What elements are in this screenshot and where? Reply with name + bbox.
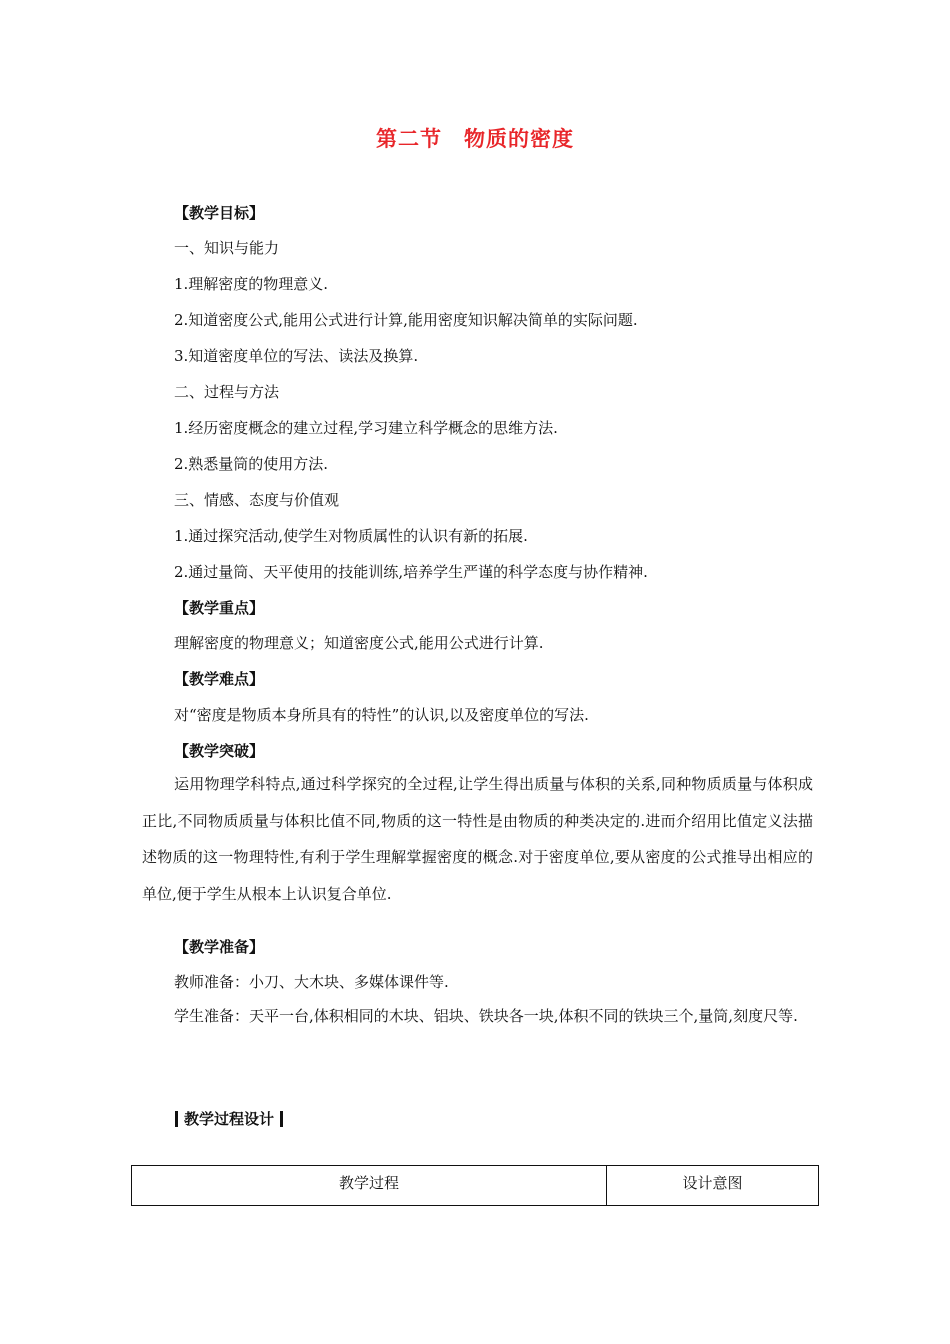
column-header-process: 教学过程 bbox=[132, 1166, 607, 1206]
breakthrough-heading: 【教学突破】 bbox=[174, 742, 265, 760]
preparation-heading: 【教学准备】 bbox=[174, 938, 265, 956]
design-heading-text: 教学过程设计 bbox=[184, 1110, 275, 1128]
heading-bar-right bbox=[280, 1111, 283, 1127]
breakthrough-paragraph: 运用物理学科特点,通过科学探究的全过程,让学生得出质量与体积的关系,同种物质质量与体积成正比,不同物质质量与体积比值不同,物质的这一特性是由物质的种类决定的.进而介绍用比值定义法描述物质的这一物理特性,有利于学生理解掌握密度的概念.对于密度单位,要从密度的公式推导出相应的单位,便于学生从根本上认识复合单位. bbox=[142, 775, 813, 903]
process-heading: 二、过程与方法 bbox=[174, 383, 280, 401]
process-item: 1.经历密度概念的建立过程,学习建立科学概念的思维方法. bbox=[174, 419, 558, 437]
table-header-row bbox=[132, 1166, 819, 1206]
emotion-heading: 三、情感、态度与价值观 bbox=[174, 491, 340, 509]
student-preparation: 学生准备：天平一台,体积相同的木块、铝块、铁块各一块,体积不同的铁块三个,量筒,刻度尺等. bbox=[174, 1007, 798, 1025]
process-item: 2.熟悉量筒的使用方法. bbox=[174, 455, 329, 473]
knowledge-item: 3.知道密度单位的写法、读法及换算. bbox=[174, 347, 419, 365]
objectives-heading: 【教学目标】 bbox=[174, 204, 265, 222]
process-table bbox=[131, 1165, 819, 1206]
knowledge-heading: 一、知识与能力 bbox=[174, 239, 280, 257]
emotion-item: 2.通过量筒、天平使用的技能训练,培养学生严谨的科学态度与协作精神. bbox=[174, 563, 648, 581]
difficulties-text: 对“密度是物质本身所具有的特性”的认识,以及密度单位的写法. bbox=[174, 706, 589, 724]
difficulties-heading: 【教学难点】 bbox=[174, 670, 265, 688]
knowledge-item: 1.理解密度的物理意义. bbox=[174, 275, 329, 293]
key-points-text: 理解密度的物理意义；知道密度公式,能用公式进行计算. bbox=[174, 634, 544, 652]
knowledge-item: 2.知道密度公式,能用公式进行计算,能用密度知识解决简单的实际问题. bbox=[174, 311, 638, 329]
emotion-item: 1.通过探究活动,使学生对物质属性的认识有新的拓展. bbox=[174, 527, 528, 545]
column-header-intent: 设计意图 bbox=[607, 1166, 819, 1206]
teacher-preparation: 教师准备：小刀、大木块、多媒体课件等. bbox=[174, 973, 449, 991]
key-points-heading: 【教学重点】 bbox=[174, 599, 265, 617]
page-title: 第二节 物质的密度 bbox=[376, 127, 574, 151]
heading-bar-left bbox=[175, 1111, 178, 1127]
design-heading bbox=[175, 1108, 283, 1129]
